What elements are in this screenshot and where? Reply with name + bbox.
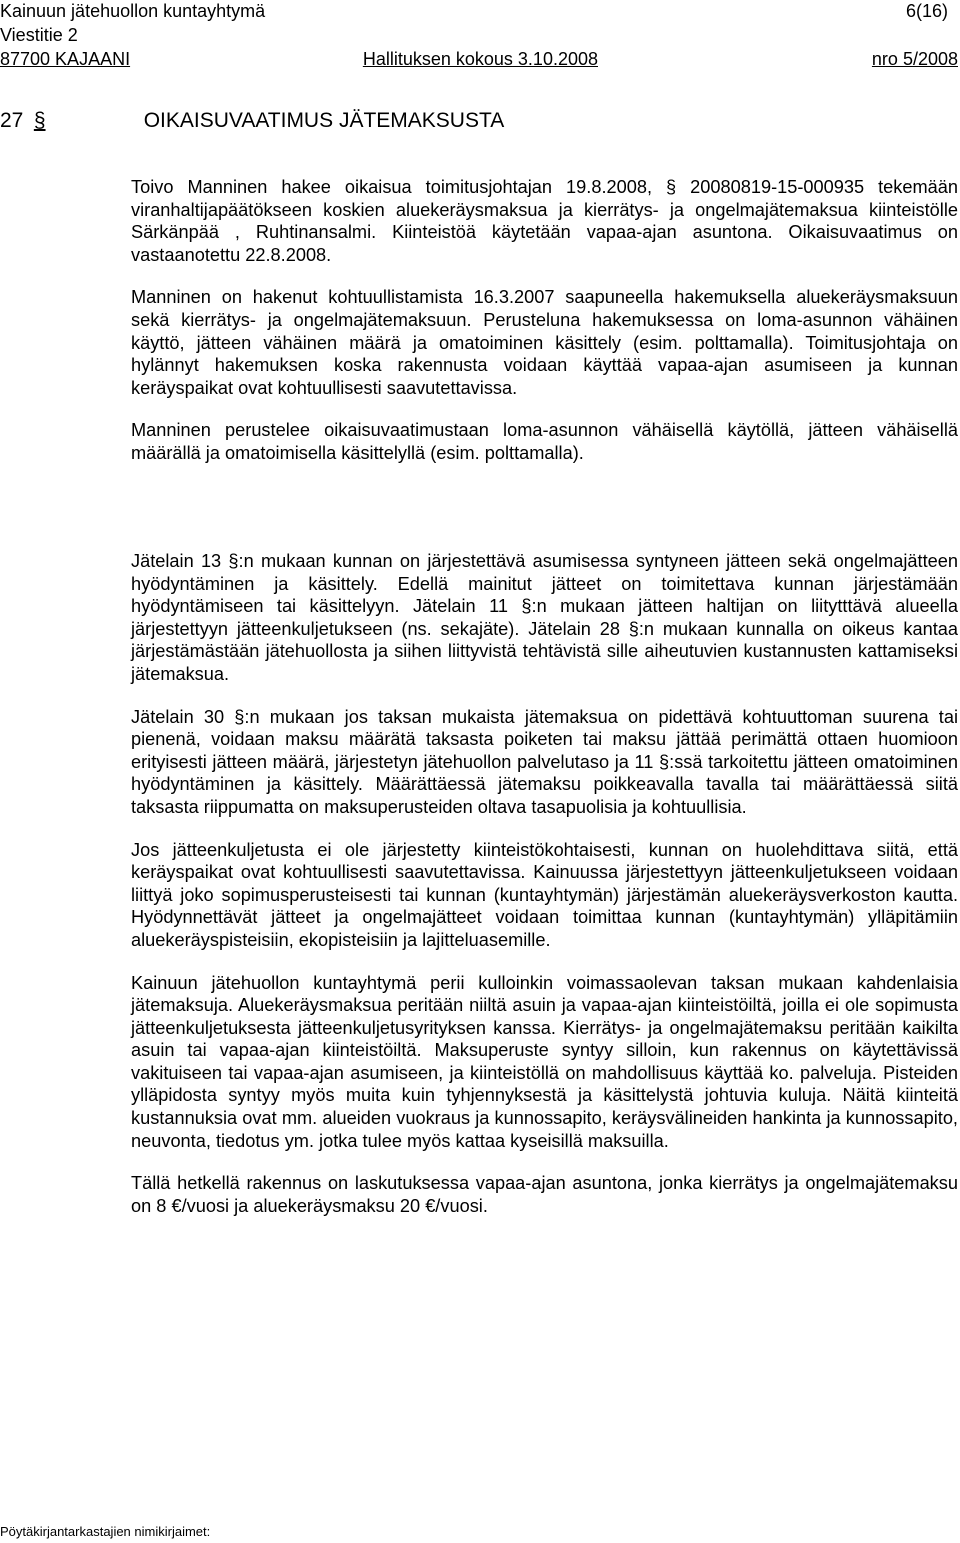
page-number: 6(16) — [906, 1, 949, 21]
body-group-1 — [131, 176, 958, 465]
paragraph-current-billing: Tällä hetkellä rakennus on laskutuksessa vapaa-ajan asuntona, jonka kierrätys ja ongelmajätemaksu on 8 €/vuosi ja aluekeräysmaksu 20 €/vuosi. — [131, 1173, 958, 1216]
section-title: OIKAISUVAATIMUS JÄTEMAKSUSTA — [143, 109, 505, 132]
paragraph-application: Manninen on hakenut kohtuullistamista 16.3.2007 saapuneella hakemuksella aluekeräysmaksuun sekä kierrätys- ja ongelmajätemaksuun. Perusteluna hakemuksessa on loma-asunnon vähäinen käyttö, jätteen vähäinen määrä ja omatoiminen käsittely (esim. polttamalla). Toimitusjohtaja on hylännyt hakemuksen koska rakennusta voidaan käyttää vapaa-ajan asumiseen ja kunnan keräyspaikat ovat kohtuullisesti saavutettavissa. — [131, 287, 958, 398]
section-number: 27 — [0, 109, 24, 132]
paragraph-waste-act-30: Jätelain 30 §:n mukaan jos taksan mukaista jätemaksua on pidettävä kohtuuttoman suurena tai pienenä, voidaan maksu määrätä taksasta poiketen tai maksu jättää perimättä ottaen huomioon erityisesti jätteen määrä, järjestetyn jätehuollon palvelutaso ja 11 §:ssä tarkoitettu jätteen omatoiminen hyödyntäminen ja käsittely. Määrättäessä jätemaksu poikkeavalla tavalla tai määrättäessä siitä taksasta riippumatta on maksuperusteiden oltava tasapuolisia ja kohtuullisia. — [131, 706, 958, 817]
meeting-number: nro 5/2008 — [871, 49, 958, 69]
paragraph-collection: Jos jätteenkuljetusta ei ole järjestetty kiinteistökohtaisesti, kunnan on huolehdittava siitä, että keräyspaikat ovat kohtuullisesti saavutettavissa. Kainuussa järjestettyyn jätteenkuljetukseen voidaan liittyä joko sopimusperusteisesti tai kunnan (kuntayhtymän) järjestämän aluekeräysverkoston kautta. Hyödynnettävät jätteet ja ongelmajätteet voidaan toimittaa kunnan (kuntayhtymän) ylläpitämiin aluekeräyspisteisiin, ekopisteisiin ja lajitteluasemille. — [131, 839, 958, 950]
body-group-2 — [131, 550, 958, 1217]
meeting-info: Hallituksen kokous 3.10.2008 — [362, 49, 598, 69]
paragraph-waste-act-13: Jätelain 13 §:n mukaan kunnan on järjestettävä asumisessa syntyneen jätteen sekä ongelmajätteen hyödyntäminen ja käsittely. Edellä mainitut jätteet on toimitettava kunnan järjestämään hyödyntämiseen tai käsittelyyn. Jätelain 11 §:n mukaan jätteen haltijan on liitytttävä alueella järjestettyyn jätteenkuljetukseen (ns. sekajäte). Jätelain 28 §:n mukaan kunnalla on oikeus kantaa järjestämästään jätehuollosta ja siihen liittyvistä tehtävistä sille aiheutuvien kustannusten kattamiseksi jätemaksua. — [131, 551, 958, 684]
paragraph-appeal: Toivo Manninen hakee oikaisua toimitusjohtajan 19.8.2008, § 20080819-15-000935 tekemään viranhaltijapäätökseen koskien aluekeräysmaksua ja kierrätys- ja ongelmajätemaksua kiinteistölle Särkänpää , Ruhtinansalmi. Kiinteistöä käytetään vapaa-ajan asuntona. Oikaisuvaatimus on vastaanotettu 22.8.2008. — [131, 177, 958, 265]
organization-name: Kainuun jätehuollon kuntayhtymä — [0, 1, 266, 21]
signature-label: Pöytäkirjantarkastajien nimikirjaimet: — [0, 1524, 211, 1539]
street-address: Viestitie 2 — [0, 25, 78, 45]
paragraph-fees: Kainuun jätehuollon kuntayhtymä perii kulloinkin voimassaolevan taksan mukaan kahdenlaisia jätemaksuja. Aluekeräysmaksua peritään niiltä asuin ja vapaa-ajan kiinteistöiltä, joilla ei ole sopimusta jätteenkuljetuksesta jätteenkuljetusyrityksen kanssa. Kierrätys- ja ongelmajätemaksu peritään kaikilta asuin tai vapaa-ajan kiinteistöiltä. Maksuperuste syntyy silloin, kun rakennus on käytettävissä vakituiseen tai vapaa-ajan asumiseen, ja kiinteistöllä on mahdollisuus käyttää ko. palveluja. Pisteiden ylläpidosta syntyy myös muita kuin tyhjennyksestä ja käsittelystä johtuvia kuluja. Näitä kiinteitä kustannuksia ovat mm. alueiden vuokraus ja kunnossapito, keräysvälineiden hankinta ja kunnossapito, neuvonta, tiedotus ym. jotka tulee myös kattaa kyseisillä maksuilla. — [131, 972, 958, 1151]
section-heading — [0, 108, 504, 134]
paragraph-grounds: Manninen perustelee oikaisuvaatimustaan loma-asunnon vähäisellä käytöllä, jätteen vähäisellä määrällä ja omatoimisella käsittelyllä (esim. polttamalla). — [131, 420, 958, 463]
postal-city: 87700 KAJAANI — [0, 49, 131, 69]
section-symbol: § — [33, 109, 46, 132]
